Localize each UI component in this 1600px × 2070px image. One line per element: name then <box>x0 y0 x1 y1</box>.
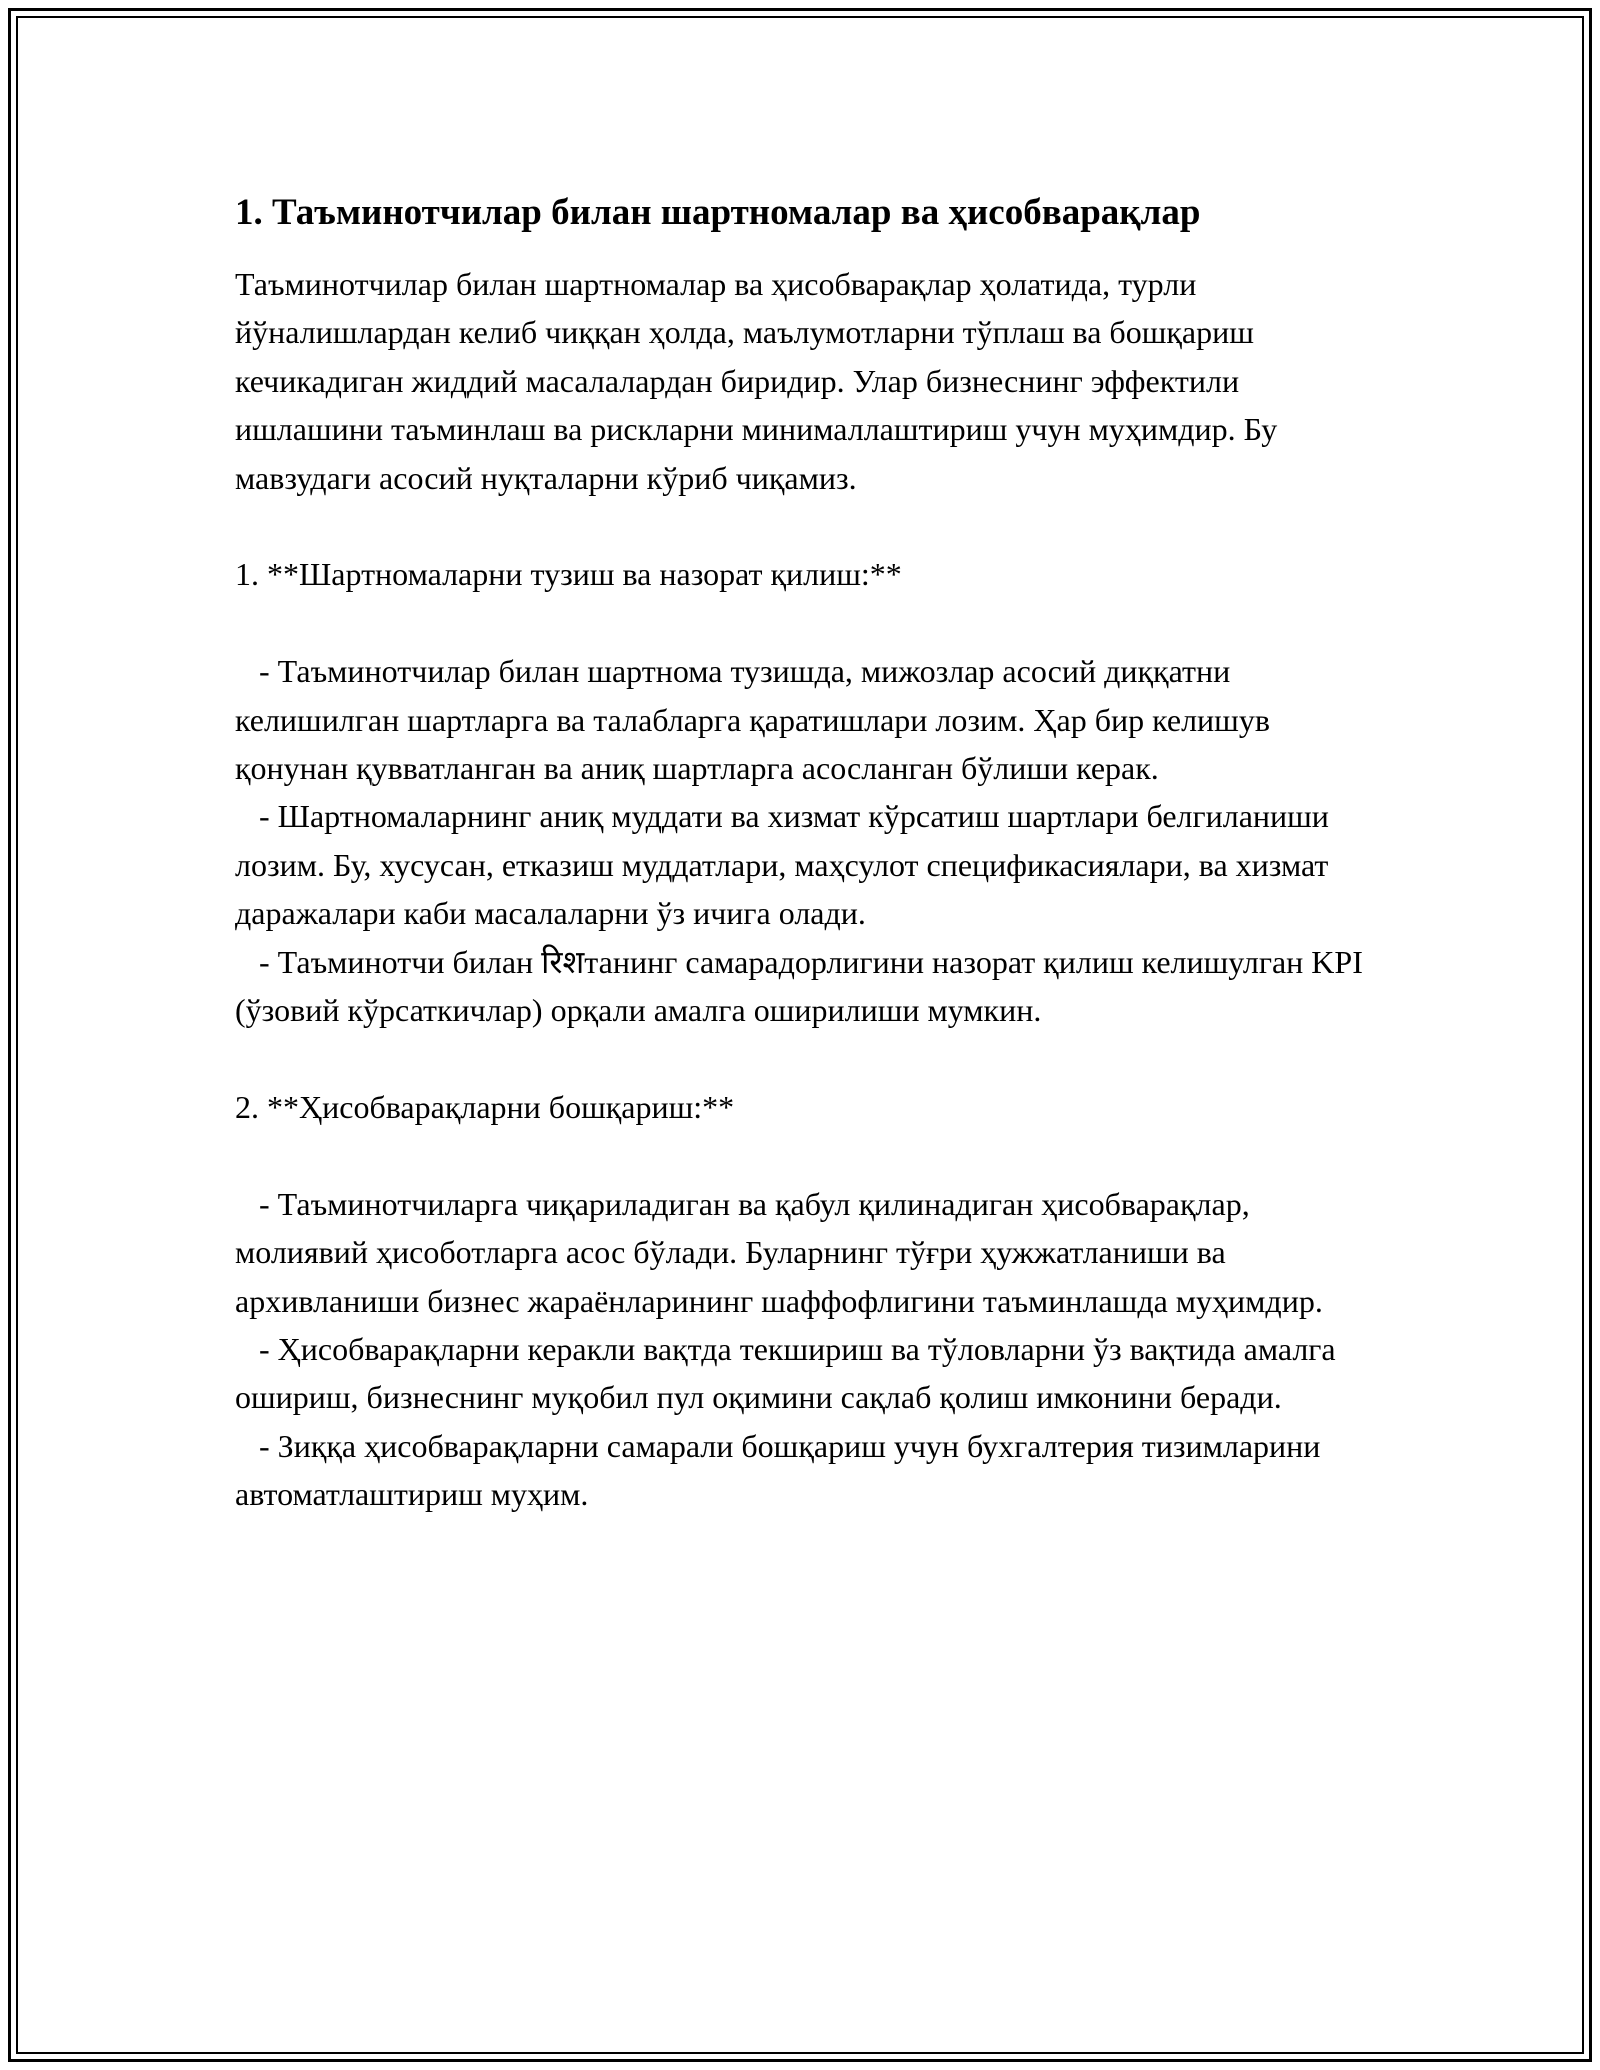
document-title: 1. Таъминотчилар билан шартномалар ва ҳисобварақлар <box>235 192 1201 233</box>
document-content <box>235 186 1365 1519</box>
document-body: Таъминотчилар билан шартномалар ва ҳисобварақлар ҳолатида, турли йўналишлардан келиб чиққан ҳолда, маълумотларни тўплаш ва бошқариш кечикадиган жиддий масалалардан биридир. Улар бизнеснинг эффектили ишлашини таъминлаш ва рискларни минималлаштириш учун муҳимдир. Бу мавзудаги асосий нуқталарни кўриб чиқамиз. 1. **Шартномаларни тузиш ва назорат қилиш:** - Таъминотчилар билан шартнома тузишда, мижозлар асосий диққатни келишилган шартларга ва талабларга қаратишлари лозим. Ҳар бир келишув қонунан қувватланган ва аниқ шартларга асосланган бўлиши керак. - Шартномаларнинг аниқ муддати ва хизмат кўрсатиш шартлари белгиланиши лозим. Бу, хусусан, етказиш муддатлари, маҳсулот спецификасиялари, ва хизмат даражалари каби масалаларни ўз ичига олади. - Таъминотчи билан रिशтанинг самарадорлигини назорат қилиш келишулган KPI (ўзовий кўрсаткичлар) орқали амалга оширилиши мумкин. 2. **Ҳисобварақларни бошқариш:** - Таъминотчиларга чиқариладиган ва қабул қилинадиган ҳисобварақлар, молиявий ҳисоботларга асос бўлади. Буларнинг тўғри ҳужжатланиши ва архивланиши бизнес жараёнларининг шаффофлигини таъминлашда муҳимдир. - Ҳисобварақларни керакли вақтда текшириш ва тўловларни ўз вақтида амалга ошириш, бизнеснинг муқобил пул оқимини сақлаб қолиш имконини беради. - Зиққа ҳисобварақларни самарали бошқариш учун бухгалтерия тизимларини автоматлаштириш муҳим. <box>235 266 1363 1513</box>
